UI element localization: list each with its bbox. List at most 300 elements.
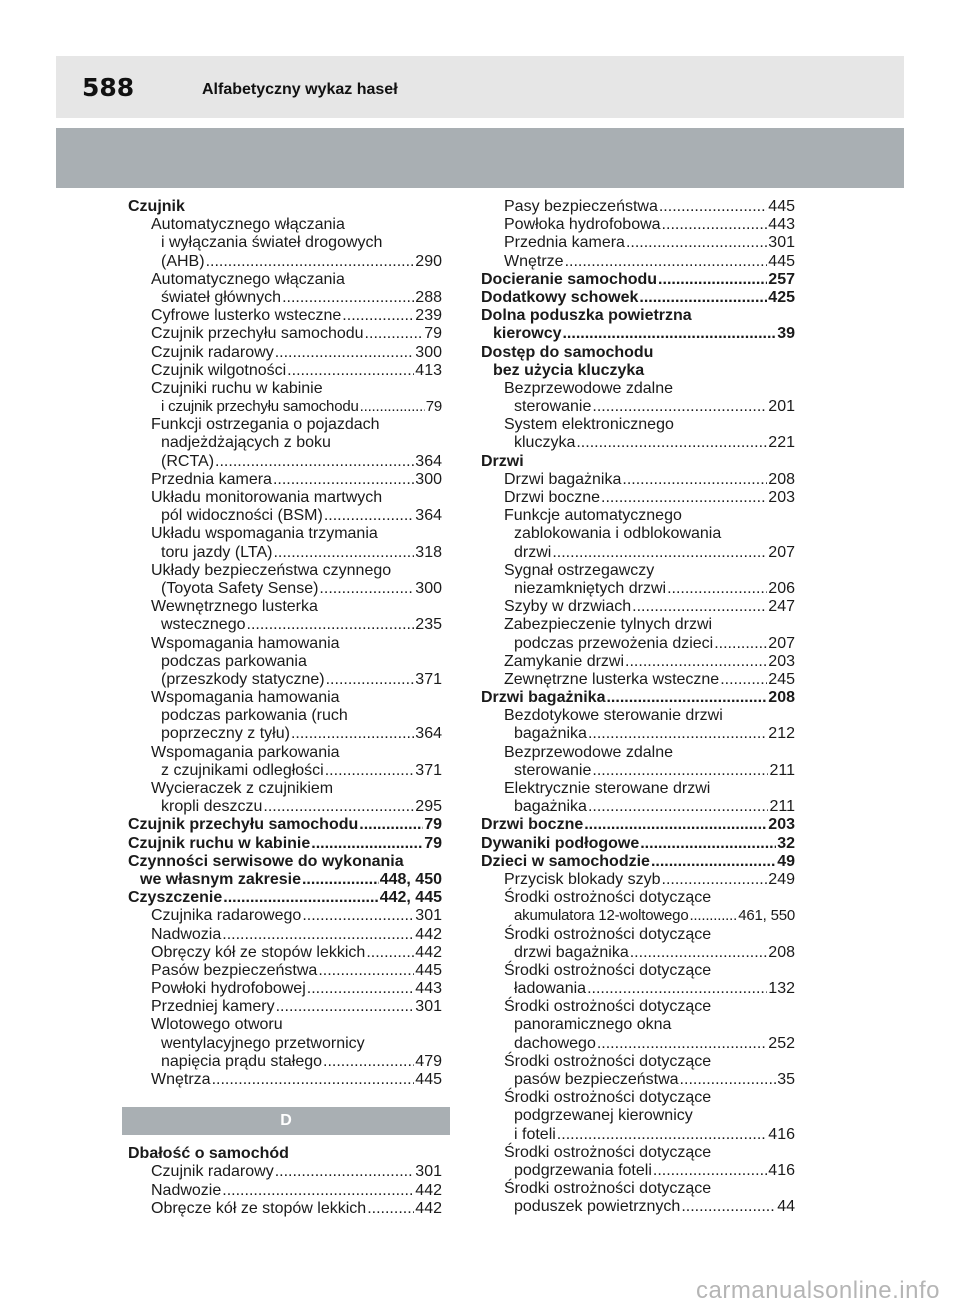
dot-leader	[365, 325, 424, 343]
index-entry	[481, 1180, 795, 1198]
entry-label: świateł głównych	[161, 288, 282, 306]
entry-page-number: 203	[768, 816, 795, 834]
entry-page-number: 44	[777, 1198, 795, 1216]
entry-label: Czujnik radarowy	[151, 1163, 274, 1181]
index-entry	[128, 1182, 442, 1200]
index-entry	[128, 1071, 442, 1089]
entry-label: Automatycznego włączania	[151, 270, 345, 288]
dot-leader	[319, 580, 414, 598]
entry-page-number: 364	[415, 507, 442, 525]
dot-leader	[366, 944, 414, 962]
index-entry	[128, 1200, 442, 1218]
dot-leader	[622, 471, 767, 489]
entry-label: (Toyota Safety Sense)	[161, 579, 319, 597]
index-entry	[128, 507, 442, 525]
entry-page-number: 79	[424, 834, 442, 852]
dot-leader	[326, 671, 415, 689]
entry-label: napięcia prądu stałego	[161, 1052, 323, 1070]
entry-label: Wspomagania hamowania	[151, 634, 340, 652]
index-entry	[481, 689, 795, 707]
left-entries	[128, 198, 442, 1089]
entry-page-number: 208	[768, 943, 795, 961]
index-entry	[128, 307, 442, 325]
entry-label: Wnętrza	[151, 1071, 211, 1088]
entry-label: i foteli	[514, 1125, 556, 1143]
entry-label: Wlotowego otworu	[151, 1016, 283, 1034]
dot-leader	[653, 1162, 767, 1180]
entry-label: Elektrycznie sterowane drzwi	[504, 780, 711, 797]
entry-page-number: 208	[768, 689, 795, 707]
dot-leader	[360, 398, 425, 416]
entry-label: Dzieci w samochodzie	[481, 852, 650, 870]
index-entry	[481, 725, 795, 743]
index-entry	[481, 398, 795, 416]
index-entry	[481, 325, 795, 343]
dot-leader	[222, 926, 414, 944]
entry-page-number: 300	[415, 579, 442, 597]
index-entry	[481, 635, 795, 653]
dot-leader	[667, 580, 767, 598]
dot-leader	[606, 689, 767, 707]
entry-page-number: 247	[768, 598, 795, 616]
dot-leader	[680, 1071, 777, 1089]
dot-leader	[367, 1200, 414, 1218]
entry-label: System elektronicznego	[504, 416, 674, 434]
entry-label: Zabezpieczenie tylnych drzwi	[504, 616, 713, 634]
dot-leader	[587, 980, 767, 998]
index-entry	[128, 725, 442, 743]
entry-label: bez użycia kluczyka	[493, 361, 645, 379]
dot-leader	[576, 434, 767, 452]
index-entry	[481, 998, 795, 1016]
dot-leader	[659, 198, 767, 216]
entry-label: Sygnał ostrzegawczy	[504, 561, 655, 579]
entry-label: bagażnika	[514, 725, 587, 743]
entry-label: podczas przewożenia dzieci	[514, 634, 714, 652]
page-header	[56, 56, 904, 118]
index-entry	[128, 944, 442, 962]
index-entry	[481, 871, 795, 889]
entry-label: bagażnika	[514, 798, 587, 816]
entry-label: toru jazdy (LTA)	[161, 543, 273, 561]
dot-leader	[323, 1053, 414, 1071]
dot-leader	[597, 1035, 767, 1053]
index-entry	[481, 1162, 795, 1180]
dot-leader	[215, 453, 414, 471]
entry-label: Bezprzewodowe zdalne	[504, 743, 673, 761]
entry-label: (przeszkody statyczne)	[161, 670, 325, 688]
entry-label: Szyby w drzwiach	[504, 598, 632, 616]
entry-page-number: 413	[415, 361, 442, 379]
entry-page-number: 442, 445	[379, 889, 442, 907]
entry-label: poprzeczny z tyłu)	[161, 725, 290, 743]
index-entry	[481, 616, 795, 634]
entry-label: Czujnik wilgotności	[151, 361, 287, 379]
index-entry	[128, 1145, 442, 1163]
entry-label: Układy bezpieczeństwa czynnego	[151, 561, 392, 579]
entry-page-number: 290	[415, 252, 442, 270]
index-entry	[128, 216, 442, 234]
index-entry	[481, 744, 795, 762]
index-entry	[128, 616, 442, 634]
entry-label: Dbałość o samochód	[128, 1145, 289, 1163]
index-entry	[128, 998, 442, 1016]
entry-page-number: 364	[415, 725, 442, 743]
entry-page-number: 35	[777, 1071, 795, 1088]
entry-label: Bezdotykowe sterowanie drzwi	[504, 707, 723, 725]
right-entries	[481, 198, 795, 1217]
index-entry	[481, 307, 795, 325]
entry-label: Środki ostrożności dotyczące	[504, 998, 712, 1016]
entry-label: nadjeżdżających z boku	[161, 434, 331, 452]
entry-page-number: 425	[768, 288, 795, 306]
entry-page-number: 249	[768, 870, 795, 888]
index-entry	[481, 762, 795, 780]
index-entry	[128, 689, 442, 707]
index-entry	[128, 1163, 442, 1181]
entry-page-number: 211	[769, 761, 795, 779]
entry-page-number: 132	[768, 980, 795, 998]
letter-banner-d: D	[122, 1107, 450, 1135]
entry-label: Wspomagania parkowania	[151, 743, 340, 761]
entry-label: Środki ostrożności dotyczące	[504, 1180, 712, 1198]
index-entry	[481, 1035, 795, 1053]
entry-label: Drzwi boczne	[481, 816, 584, 834]
dot-leader	[311, 835, 423, 853]
index-entry	[481, 926, 795, 944]
dot-leader	[275, 1163, 415, 1181]
index-entry	[481, 1071, 795, 1089]
entry-label: Drzwi boczne	[504, 489, 601, 506]
entry-label: Przednia kamera	[151, 470, 272, 488]
entry-page-number: 79	[425, 398, 442, 416]
dot-leader	[291, 725, 414, 743]
entry-page-number: 206	[768, 579, 795, 597]
index-entry	[481, 234, 795, 252]
entry-label: Czujnik przechyłu samochodu	[128, 816, 359, 834]
index-entry	[128, 453, 442, 471]
entry-page-number: 445	[415, 1071, 442, 1088]
dot-leader	[276, 998, 415, 1016]
entry-label: Drzwi bagażnika	[481, 689, 606, 707]
index-entry	[481, 889, 795, 907]
index-entry	[128, 671, 442, 689]
index-entry	[481, 1016, 795, 1034]
header-band	[56, 128, 904, 188]
index-entry	[128, 635, 442, 653]
entry-page-number: 301	[415, 1163, 442, 1181]
entry-page-number: 32	[777, 834, 795, 852]
index-entry	[481, 780, 795, 798]
dot-leader	[342, 307, 414, 325]
entry-page-number: 445	[768, 252, 795, 270]
entry-label: podgrzewania foteli	[514, 1161, 652, 1179]
dot-leader	[324, 507, 414, 525]
index-entry	[128, 1053, 442, 1071]
entry-label: Czujnik	[128, 198, 185, 215]
index-entry	[481, 489, 795, 507]
index-entry	[481, 216, 795, 234]
index-entry	[481, 835, 795, 853]
entry-label: Układu monitorowania martwych	[151, 489, 383, 506]
entry-page-number: 288	[415, 288, 442, 306]
entry-label: wentylacyjnego przetwornicy	[161, 1034, 365, 1052]
dot-leader	[588, 798, 769, 816]
index-entry	[128, 871, 442, 889]
dot-leader	[681, 1198, 776, 1216]
entry-page-number: 203	[768, 489, 795, 506]
entry-label: Czujnik radarowy	[151, 343, 274, 361]
entry-page-number: 79	[424, 325, 442, 343]
dot-leader	[307, 980, 415, 998]
entry-label: Automatycznego włączania	[151, 216, 345, 234]
entry-label: Czujnika radarowego	[151, 907, 302, 925]
entry-label: Drzwi bagażnika	[504, 470, 622, 488]
section-title: Alfabetyczny wykaz haseł	[202, 81, 398, 98]
entry-label: podgrzewanej kierownicy	[514, 1107, 693, 1125]
entry-page-number: 252	[768, 1034, 795, 1052]
index-entry	[481, 198, 795, 216]
dot-leader	[689, 907, 737, 925]
index-entry	[481, 416, 795, 434]
entry-label: Wycieraczek z czujnikiem	[151, 780, 334, 797]
entry-page-number: 442	[415, 943, 442, 961]
dot-leader	[287, 362, 414, 380]
index-entry	[481, 653, 795, 671]
index-entry	[128, 980, 442, 998]
dot-leader	[601, 489, 767, 507]
index-entry	[481, 544, 795, 562]
entry-label: Czyszczenie	[128, 889, 223, 907]
index-entry	[481, 525, 795, 543]
dot-leader	[626, 234, 767, 252]
index-entry	[481, 798, 795, 816]
entry-label: we własnym zakresie	[140, 870, 301, 888]
entry-label: Przedniej kamery	[151, 998, 275, 1016]
entry-label: kluczyka	[514, 434, 576, 452]
dot-leader	[212, 1071, 415, 1089]
dot-leader	[247, 616, 415, 634]
index-entry	[481, 980, 795, 998]
entry-label: i czujnik przechyłu samochodu	[161, 398, 359, 416]
index-entry	[128, 780, 442, 798]
index-entry	[128, 762, 442, 780]
dot-leader	[325, 762, 415, 780]
index-entry	[128, 234, 442, 252]
entry-label: Obręczy kół ze stopów lekkich	[151, 943, 366, 961]
dot-leader	[651, 853, 776, 871]
index-entry	[481, 707, 795, 725]
index-entry	[481, 507, 795, 525]
entry-page-number: 39	[777, 325, 795, 343]
dot-leader	[662, 871, 768, 889]
index-entry	[481, 344, 795, 362]
entry-label: Powłoki hydrofobowej	[151, 980, 306, 998]
dot-leader	[588, 725, 767, 743]
index-entry	[481, 598, 795, 616]
index-entry	[481, 1053, 795, 1071]
dot-leader	[565, 253, 768, 271]
entry-label: Pasów bezpieczeństwa	[151, 961, 318, 979]
entry-label: Czujnik przechyłu samochodu	[151, 325, 364, 343]
dot-leader	[273, 471, 414, 489]
dot-leader	[639, 289, 767, 307]
index-entry	[128, 471, 442, 489]
entry-label: Nadwozie	[151, 1181, 222, 1199]
index-entry	[128, 889, 442, 907]
entry-page-number: 257	[768, 270, 795, 288]
entry-label: drzwi	[514, 543, 552, 561]
index-entry	[128, 434, 442, 452]
entry-label: Zamykanie drzwi	[504, 652, 625, 670]
entry-page-number: 301	[415, 907, 442, 925]
entry-label: ładowania	[514, 980, 587, 998]
dot-leader	[302, 871, 379, 889]
entry-label: podczas parkowania	[161, 652, 307, 670]
entry-label: Zewnętrzne lusterka wsteczne	[504, 670, 720, 688]
entry-label: i wyłączania świateł drogowych	[161, 234, 383, 252]
page-number: 588	[82, 73, 135, 102]
entry-label: niezamkniętych drzwi	[514, 579, 667, 597]
entry-label: Powłoka hydrofobowa	[504, 216, 661, 234]
entry-page-number: 416	[768, 1161, 795, 1179]
entry-page-number: 239	[415, 307, 442, 325]
index-entry	[128, 380, 442, 398]
index-entry	[481, 1198, 795, 1216]
entry-label: drzwi bagażnika	[514, 943, 629, 961]
entry-label: sterowanie	[514, 398, 592, 416]
dot-leader	[282, 289, 414, 307]
entry-label: Przednia kamera	[504, 234, 625, 252]
entry-label: (AHB)	[161, 252, 205, 270]
index-entry	[481, 434, 795, 452]
entry-label: Środki ostrożności dotyczące	[504, 889, 712, 907]
dot-leader	[552, 544, 767, 562]
index-entry	[481, 562, 795, 580]
entry-label: Dywaniki podłogowe	[481, 834, 640, 852]
watermark-text: carmanualsonline.info	[696, 1277, 940, 1304]
entry-page-number: 207	[768, 634, 795, 652]
entry-label: Funkcje automatycznego	[504, 507, 682, 525]
entry-page-number: 445	[768, 198, 795, 215]
entry-label: Środki ostrożności dotyczące	[504, 1089, 712, 1107]
entry-label: panoramicznego okna	[514, 1016, 672, 1034]
index-entry	[128, 653, 442, 671]
entry-page-number: 301	[415, 998, 442, 1016]
index-entry	[128, 744, 442, 762]
entry-label: z czujnikami odległości	[161, 761, 324, 779]
index-entry	[481, 816, 795, 834]
entry-label: sterowanie	[514, 761, 592, 779]
index-entry	[128, 398, 442, 416]
entry-label: Dodatkowy schowek	[481, 288, 639, 306]
entry-page-number: 318	[415, 543, 442, 561]
entry-label: pól widoczności (BSM)	[161, 507, 323, 525]
entry-label: Nadwozia	[151, 925, 222, 943]
index-entry	[128, 580, 442, 598]
entry-label: Czujnik ruchu w kabinie	[128, 834, 311, 852]
index-entry	[128, 289, 442, 307]
dot-leader	[720, 671, 767, 689]
index-entry	[128, 198, 442, 216]
entry-label: Wnętrze	[504, 252, 564, 270]
entry-page-number: 221	[768, 434, 795, 452]
dot-leader	[359, 816, 423, 834]
index-entry	[481, 453, 795, 471]
entry-page-number: 203	[768, 652, 795, 670]
index-entry	[481, 1144, 795, 1162]
dot-leader	[557, 1126, 768, 1144]
entry-label: akumulatora 12-woltowego	[514, 907, 689, 925]
dot-leader	[658, 271, 767, 289]
index-entry	[481, 471, 795, 489]
entry-label: Wewnętrznego lusterka	[151, 598, 318, 616]
index-entry	[128, 489, 442, 507]
entry-label: poduszek powietrznych	[514, 1198, 681, 1216]
entry-page-number: 479	[415, 1052, 442, 1070]
index-entry	[481, 380, 795, 398]
dot-leader	[714, 635, 767, 653]
index-entry	[128, 707, 442, 725]
index-entry	[128, 1016, 442, 1034]
entry-page-number: 442	[415, 925, 442, 943]
index-entry	[128, 853, 442, 871]
dot-leader	[275, 344, 415, 362]
index-entry	[481, 253, 795, 271]
index-entry	[128, 416, 442, 434]
dot-leader	[630, 944, 768, 962]
entry-label: Czujniki ruchu w kabinie	[151, 379, 323, 397]
index-entry	[481, 1107, 795, 1125]
index-entry	[481, 671, 795, 689]
index-entry	[481, 907, 795, 925]
entry-page-number: 295	[415, 798, 442, 816]
index-entry	[128, 344, 442, 362]
entry-label: dachowego	[514, 1034, 596, 1052]
index-entry	[128, 926, 442, 944]
dot-leader	[318, 962, 414, 980]
entry-page-number: 442	[415, 1181, 442, 1199]
entry-page-number: 79	[424, 816, 442, 834]
entry-page-number: 300	[415, 343, 442, 361]
dot-leader	[273, 544, 414, 562]
entry-label: Środki ostrożności dotyczące	[504, 1143, 712, 1161]
index-entry	[481, 289, 795, 307]
dot-leader	[662, 216, 768, 234]
entry-label: pasów bezpieczeństwa	[514, 1071, 679, 1088]
entry-page-number: 235	[415, 616, 442, 634]
dot-leader	[592, 398, 767, 416]
entry-label: Bezprzewodowe zdalne	[504, 379, 673, 397]
dot-leader	[222, 1182, 414, 1200]
d-entries	[128, 1145, 442, 1218]
index-entry	[481, 580, 795, 598]
entry-label: Dolna poduszka powietrzna	[481, 307, 692, 325]
dot-leader	[584, 816, 767, 834]
index-column-left	[128, 198, 442, 1218]
index-entry	[481, 962, 795, 980]
entry-page-number: 208	[768, 470, 795, 488]
entry-label: Docieranie samochodu	[481, 270, 658, 288]
index-entry	[481, 853, 795, 871]
index-entry	[481, 1126, 795, 1144]
entry-label: Cyfrowe lusterko wsteczne	[151, 307, 342, 325]
entry-label: Dostęp do samochodu	[481, 343, 654, 361]
index-entry	[128, 325, 442, 343]
index-entry	[481, 362, 795, 380]
entry-label: (RCTA)	[161, 452, 215, 470]
entry-label: Wspomagania hamowania	[151, 689, 340, 707]
